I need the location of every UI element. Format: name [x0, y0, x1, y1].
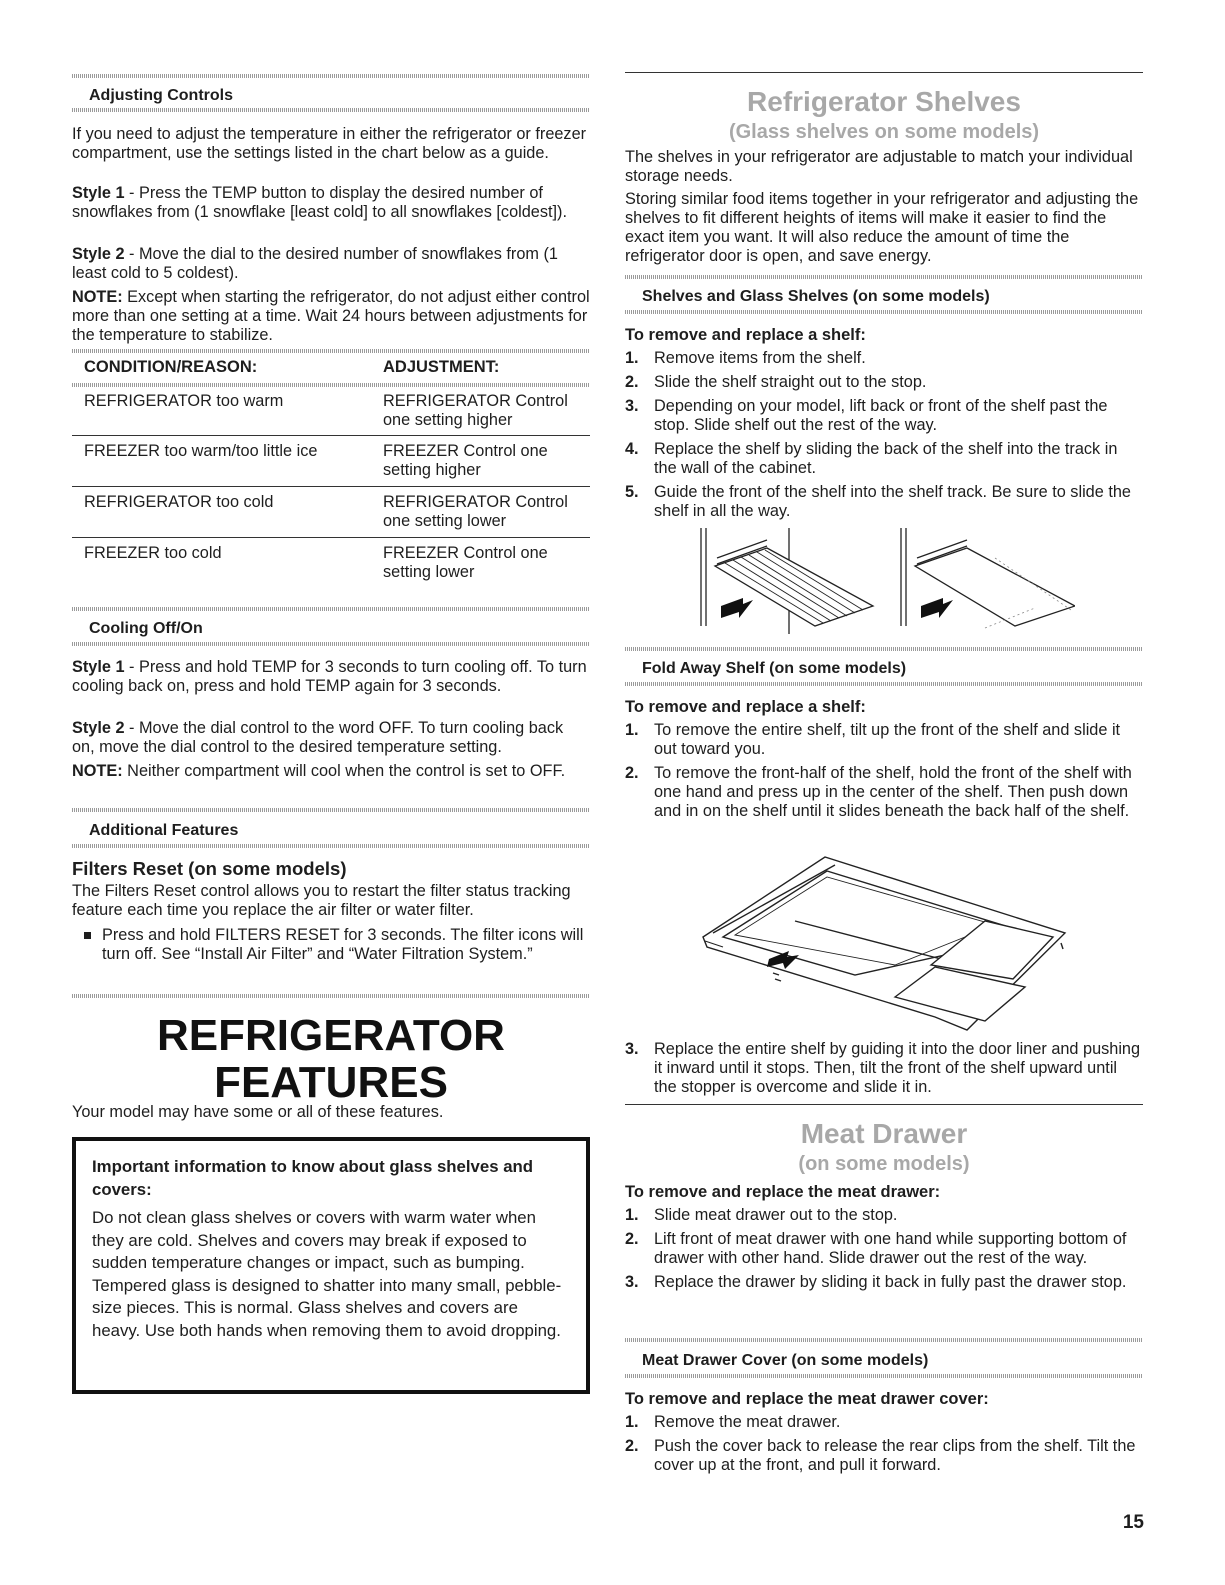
top-rule [625, 72, 1143, 73]
features-title-line2: FEATURES [214, 1058, 448, 1107]
step-text: Lift front of meat drawer with one hand while supporting bottom of drawer with other hand. Slide drawer out the rest of the way. [654, 1230, 1127, 1267]
adjusting-controls-heading: Adjusting Controls [89, 87, 233, 104]
row-adjustment: REFRIGERATOR Control one setting higher [383, 392, 568, 429]
style2-paragraph [72, 245, 590, 283]
table-header [72, 358, 590, 377]
row-adjustment: REFRIGERATOR Control one setting lower [383, 493, 568, 530]
table-top-divider [72, 349, 590, 353]
row-condition: FREEZER too warm/too little ice [84, 442, 318, 460]
step-number: 3. [625, 1040, 639, 1058]
meat-drawer-rule [625, 1104, 1143, 1105]
header-adjustment: ADJUSTMENT: [383, 358, 500, 376]
row-divider [72, 435, 590, 436]
warning-box-title: Important information to know about glass shelves and covers: [92, 1157, 534, 1199]
step-text: Remove items from the shelf. [654, 349, 866, 367]
meat-drawer-title: Meat Drawer [800, 1118, 968, 1149]
cooling-style1-label: Style 1 [72, 658, 125, 676]
cooling-heading: Cooling Off/On [89, 620, 203, 637]
features-subtitle: Your model may have some or all of these features. [72, 1103, 444, 1121]
meat-cover-howto: To remove and replace the meat drawer cover: [625, 1390, 989, 1408]
shelves-paragraph-2: Storing similar food items together in your refrigerator and adjusting the shelves to fit different heights of items will make it easier to find the exact item you want. It will also reduce the amount of time the refrigerator door is open, and save energy. [625, 190, 1139, 265]
table-row [72, 392, 590, 430]
step-text: Slide the shelf straight out to the stop. [654, 373, 927, 391]
list-item [625, 721, 1143, 759]
section-divider [72, 844, 590, 848]
shelves-steps [625, 349, 1143, 526]
header-condition: CONDITION/REASON: [84, 358, 258, 376]
section-divider [625, 1338, 1143, 1342]
style1-label: Style 1 [72, 184, 125, 202]
row-condition: REFRIGERATOR too cold [84, 493, 274, 511]
step-text: To remove the entire shelf, tilt up the front of the shelf and slide it out toward you. [654, 721, 1121, 758]
section-divider [625, 647, 1143, 651]
note-text: Except when starting the refrigerator, do not adjust either control more than one setting at a time. Wait 24 hours between adjustments for the temperature to stabilize. [72, 288, 590, 344]
glass-shelf-drawing [901, 528, 1075, 628]
meat-cover-steps [625, 1413, 1143, 1480]
wire-shelf-drawing [701, 528, 873, 634]
row-condition: FREEZER too cold [84, 544, 222, 562]
features-title [72, 1012, 590, 1106]
step-number: 5. [625, 483, 639, 501]
shelves-howto: To remove and replace a shelf: [625, 326, 866, 344]
glass-shelves-warning-box [72, 1137, 590, 1394]
note-label: NOTE: [72, 288, 123, 306]
section-divider [625, 1374, 1143, 1378]
filters-reset-heading: Filters Reset (on some models) [72, 858, 347, 879]
warning-box-body: Do not clean glass shelves or covers with warm water when they are cold. Shelves and covers may break if exposed to sudden temperature changes or impact, such as bumping. Tempered glass is designed to shatter into many small, pebble-size pieces. This is normal. Glass shelves and covers are heavy. Use both hands when removing them to avoid dropping. [92, 1208, 562, 1340]
step-text: Remove the meat drawer. [654, 1413, 841, 1431]
cooling-style1 [72, 658, 590, 696]
list-item [625, 1040, 1143, 1097]
list-item [625, 483, 1143, 521]
section-divider [72, 108, 590, 112]
cooling-note-text: Neither compartment will cool when the control is set to OFF. [122, 762, 566, 780]
step-number: 2. [625, 764, 639, 782]
style2-text: - Move the dial to the desired number of snowflakes from (1 least cold to 5 coldest). [72, 245, 558, 282]
meat-drawer-steps [625, 1206, 1143, 1297]
section-divider [625, 275, 1143, 279]
step-number: 1. [625, 721, 639, 739]
meat-drawer-howto: To remove and replace the meat drawer: [625, 1183, 941, 1201]
list-item [625, 1230, 1143, 1268]
step-text: Push the cover back to release the rear clips from the shelf. Tilt the cover up at the front, and pull it forward. [654, 1437, 1136, 1474]
list-item [625, 440, 1143, 478]
section-divider [72, 607, 590, 611]
step-number: 1. [625, 1413, 639, 1431]
shelves-subtitle: (Glass shelves on some models) [728, 121, 1040, 143]
adjusting-intro: If you need to adjust the temperature in either the refrigerator or freezer compartment, use the settings listed in the chart below as a guide. [72, 125, 587, 162]
list-item [625, 1413, 1143, 1432]
step-number: 1. [625, 349, 639, 367]
features-title-line1: REFRIGERATOR [157, 1011, 505, 1060]
list-item [625, 1273, 1143, 1292]
fold-away-shelf-illustration [695, 855, 1075, 1035]
section-divider [72, 994, 590, 998]
meat-cover-subheading: Meat Drawer Cover (on some models) [642, 1352, 929, 1369]
shelves-subheading: Shelves and Glass Shelves (on some models) [642, 288, 990, 305]
filters-bullet-text: Press and hold FILTERS RESET for 3 seconds. The filter icons will turn off. See “Install Air Filter” and “Water Filtration System.” [102, 926, 584, 963]
foldaway-steps [625, 721, 1143, 826]
list-item [625, 397, 1143, 435]
style2-label: Style 2 [72, 245, 125, 263]
section-divider [72, 74, 590, 78]
cooling-style2 [72, 719, 590, 757]
step-text: Replace the entire shelf by guiding it into the door liner and pushing it inward until it stops. Then, tilt the front of the shelf upward until the stopper is overcome and slide it in. [654, 1040, 1141, 1096]
step-number: 1. [625, 1206, 639, 1224]
step-number: 3. [625, 397, 639, 415]
step-number: 2. [625, 1437, 639, 1455]
step-text: Replace the shelf by sliding the back of the shelf into the track in the wall of the cabinet. [654, 440, 1118, 477]
table-header-divider [72, 383, 590, 387]
step-number: 2. [625, 1230, 639, 1248]
filters-reset-text: The Filters Reset control allows you to restart the filter status tracking feature each time you replace the air filter or water filter. [72, 882, 571, 919]
section-divider [72, 642, 590, 646]
table-row [72, 442, 590, 480]
table-row [72, 493, 590, 531]
step-number: 3. [625, 1273, 639, 1291]
section-divider [72, 808, 590, 812]
shelves-title: Refrigerator Shelves [747, 86, 1021, 117]
cooling-style2-label: Style 2 [72, 719, 125, 737]
step-number: 4. [625, 440, 639, 458]
meat-drawer-subtitle: (on some models) [798, 1153, 970, 1175]
foldaway-subheading: Fold Away Shelf (on some models) [642, 660, 907, 677]
row-adjustment: FREEZER Control one setting lower [383, 544, 548, 581]
list-item [625, 1206, 1143, 1225]
style1-paragraph [72, 184, 590, 222]
row-divider [72, 537, 590, 538]
bullet-square-icon [84, 932, 91, 939]
list-item [625, 1437, 1143, 1475]
shelves-paragraph-1: The shelves in your refrigerator are adjustable to match your individual storage needs. [625, 148, 1133, 185]
row-adjustment: FREEZER Control one setting higher [383, 442, 548, 479]
step-text: Depending on your model, lift back or front of the shelf past the stop. Slide shelf out the rest of the way. [654, 397, 1108, 434]
list-item [625, 373, 1143, 392]
cooling-note-label: NOTE: [72, 762, 123, 780]
table-row [72, 544, 590, 582]
step-text: Guide the front of the shelf into the shelf track. Be sure to slide the shelf in all the way. [654, 483, 1131, 520]
step-text: Slide meat drawer out to the stop. [654, 1206, 898, 1224]
section-divider [625, 310, 1143, 314]
foldaway-step3 [625, 1040, 1143, 1102]
adjustment-table [72, 349, 590, 582]
style1-text: - Press the TEMP button to display the desired number of snowflakes from (1 snowflake [least cold] to all snowflakes [coldest]). [72, 184, 567, 221]
cooling-style2-text: - Move the dial control to the word OFF. To turn cooling back on, move the dial control to the desired temperature setting. [72, 719, 564, 756]
step-number: 2. [625, 373, 639, 391]
step-text: Replace the drawer by sliding it back in fully past the drawer stop. [654, 1273, 1127, 1291]
filters-bullet-item [72, 926, 590, 964]
row-divider [72, 486, 590, 487]
page-number: 15 [1122, 1512, 1144, 1533]
foldaway-howto: To remove and replace a shelf: [625, 698, 866, 716]
note-paragraph [72, 288, 590, 345]
shelf-removal-illustration [695, 528, 1075, 636]
list-item [625, 349, 1143, 368]
section-divider [625, 682, 1143, 686]
cooling-note [72, 762, 590, 781]
row-condition: REFRIGERATOR too warm [84, 392, 284, 410]
cooling-style1-text: - Press and hold TEMP for 3 seconds to turn cooling off. To turn cooling back on, press and hold TEMP again for 3 seconds. [72, 658, 587, 695]
list-item [625, 764, 1143, 821]
step-text: To remove the front-half of the shelf, hold the front of the shelf with one hand and press up in the center of the shelf. Then push down and in on the shelf until it slides beneath the back half of the shelf. [654, 764, 1132, 820]
additional-features-heading: Additional Features [89, 822, 239, 839]
